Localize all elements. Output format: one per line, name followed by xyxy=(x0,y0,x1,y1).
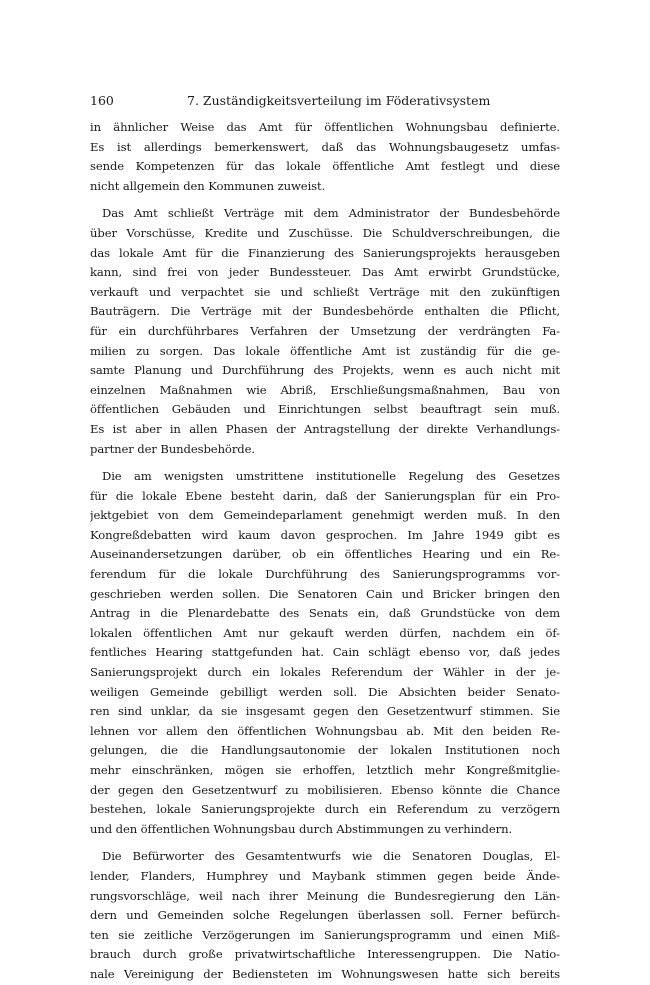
text-line: lender, Flanders, Humphrey und Maybank stimmen gegen beide Ände- xyxy=(90,868,560,883)
text-line: mehr einschränken, mögen sie erhoffen, letztlich mehr Kongreßmitglie- xyxy=(90,763,560,777)
text-line: nicht allgemein den Kommunen zuweist. xyxy=(90,178,326,193)
text-line: lokalen öffentlichen Amt nur gekauft werden dürfen, nachdem ein öf- xyxy=(90,625,560,640)
page-number: 160 xyxy=(90,93,114,108)
text-line: der gegen den Gesetzentwurf zu mobilisieren. Ebenso könnte die Chance xyxy=(90,782,560,797)
text-line: Bauträgern. Die Verträge mit der Bundesbehörde enthalten die Pflicht, xyxy=(90,304,560,319)
text-line: kann, sind frei von jeder Bundessteuer. Das Amt erwirbt Grundstücke, xyxy=(90,265,560,280)
text-line: über Vorschüsse, Kredite und Zuschüsse. Die Schuldverschreibungen, die xyxy=(90,225,560,240)
text-line: milien zu sorgen. Das lokale öffentliche Amt ist zuständig für die ge- xyxy=(90,343,560,358)
text-line: samte Planung und Durchführung des Projekts, wenn es auch nicht mit xyxy=(90,363,560,378)
text-line: Kongreßdebatten wird kaum davon gesprochen. Im Jahre 1949 gibt es xyxy=(90,527,560,542)
body-text xyxy=(90,118,560,985)
text-line: jektgebiet von dem Gemeindeparlament genehmigt werden muß. In den xyxy=(90,508,560,523)
text-line: brauch durch große privatwirtschaftliche Interessengruppen. Die Natio- xyxy=(90,947,560,962)
text-line: Sanierungsprojekt durch ein lokales Referendum der Wähler in der je- xyxy=(90,665,560,680)
text-line: lehnen vor allem den öffentlichen Wohnungsbau ab. Mit den beiden Re- xyxy=(90,723,560,738)
text-line: das lokale Amt für die Finanzierung des Sanierungsprojekts herausgeben xyxy=(90,245,560,260)
text-line: Auseinandersetzungen darüber, ob ein öffentliches Hearing und ein Re- xyxy=(90,547,560,562)
paragraph xyxy=(90,118,560,196)
text-line: Das Amt schließt Verträge mit dem Administrator der Bundesbehörde xyxy=(102,206,560,221)
text-line: rungsvorschläge, weil nach ihrer Meinung die Bundesregierung den Län- xyxy=(90,888,560,903)
text-line: für die lokale Ebene besteht darin, daß der Sanierungsplan für ein Pro- xyxy=(90,488,560,503)
text-line: ren sind unklar, da sie insgesamt gegen den Gesetzentwurf stimmen. Sie xyxy=(90,704,560,719)
text-line: fentliches Hearing stattgefunden hat. Cain schlägt ebenso vor, daß jedes xyxy=(90,645,560,660)
text-line: öffentlichen Gebäuden und Einrichtungen selbst beauftragt sein muß. xyxy=(90,402,560,417)
text-line: einzelnen Maßnahmen wie Abriß, Erschließungsmaßnahmen, Bau von xyxy=(90,382,560,397)
text-line: nale Vereinigung der Bediensteten im Wohnungswesen hatte sich bereits xyxy=(90,966,560,981)
chapter-title: 7. Zuständigkeitsverteilung im Föderativsystem xyxy=(187,93,491,108)
text-line: Es ist aber in allen Phasen der Antragstellung der direkte Verhandlungs- xyxy=(90,421,560,436)
text-line: bestehen, lokale Sanierungsprojekte durch ein Referendum zu verzögern xyxy=(90,802,560,817)
text-line: weiligen Gemeinde gebilligt werden soll. Die Absichten beider Senato- xyxy=(90,684,560,699)
running-head xyxy=(90,92,560,110)
text-line: ferendum für die lokale Durchführung des Sanierungsprogramms vor- xyxy=(90,567,560,582)
text-line: und den öffentlichen Wohnungsbau durch Abstimmungen zu verhindern. xyxy=(90,821,513,836)
text-line: Antrag in die Plenardebatte des Senats ein, daß Grundstücke von dem xyxy=(90,606,560,621)
text-line: Die am wenigsten umstrittene institutionelle Regelung des Gesetzes xyxy=(102,469,560,484)
text-line: in ähnlicher Weise das Amt für öffentlichen Wohnungsbau definierte. xyxy=(90,120,560,134)
paragraph xyxy=(90,467,560,839)
text-line: geschrieben werden sollen. Die Senatoren Cain und Bricker bringen den xyxy=(90,586,560,601)
text-line: Es ist allerdings bemerkenswert, daß das Wohnungsbaugesetz umfas- xyxy=(90,139,560,154)
text-line: Die Befürworter des Gesamtentwurfs wie die Senatoren Douglas, El- xyxy=(102,849,560,864)
paragraph xyxy=(90,204,560,459)
text-line: gelungen, die die Handlungsautonomie der lokalen Institutionen noch xyxy=(90,743,560,758)
text-line: partner der Bundesbehörde. xyxy=(90,441,255,456)
text-line: verkauft und verpachtet sie und schließt Verträge mit den zukünftigen xyxy=(90,284,560,299)
text-line: sende Kompetenzen für das lokale öffentliche Amt festlegt und diese xyxy=(90,159,560,174)
text-line: für ein durchführbares Verfahren der Umsetzung der verdrängten Fa- xyxy=(90,323,560,338)
paragraph xyxy=(90,847,560,984)
text-line: ten sie zeitliche Verzögerungen im Sanierungsprogramm und einen Miß- xyxy=(90,927,560,942)
text-line: dern und Gemeinden solche Regelungen überlassen soll. Ferner befürch- xyxy=(90,908,560,923)
